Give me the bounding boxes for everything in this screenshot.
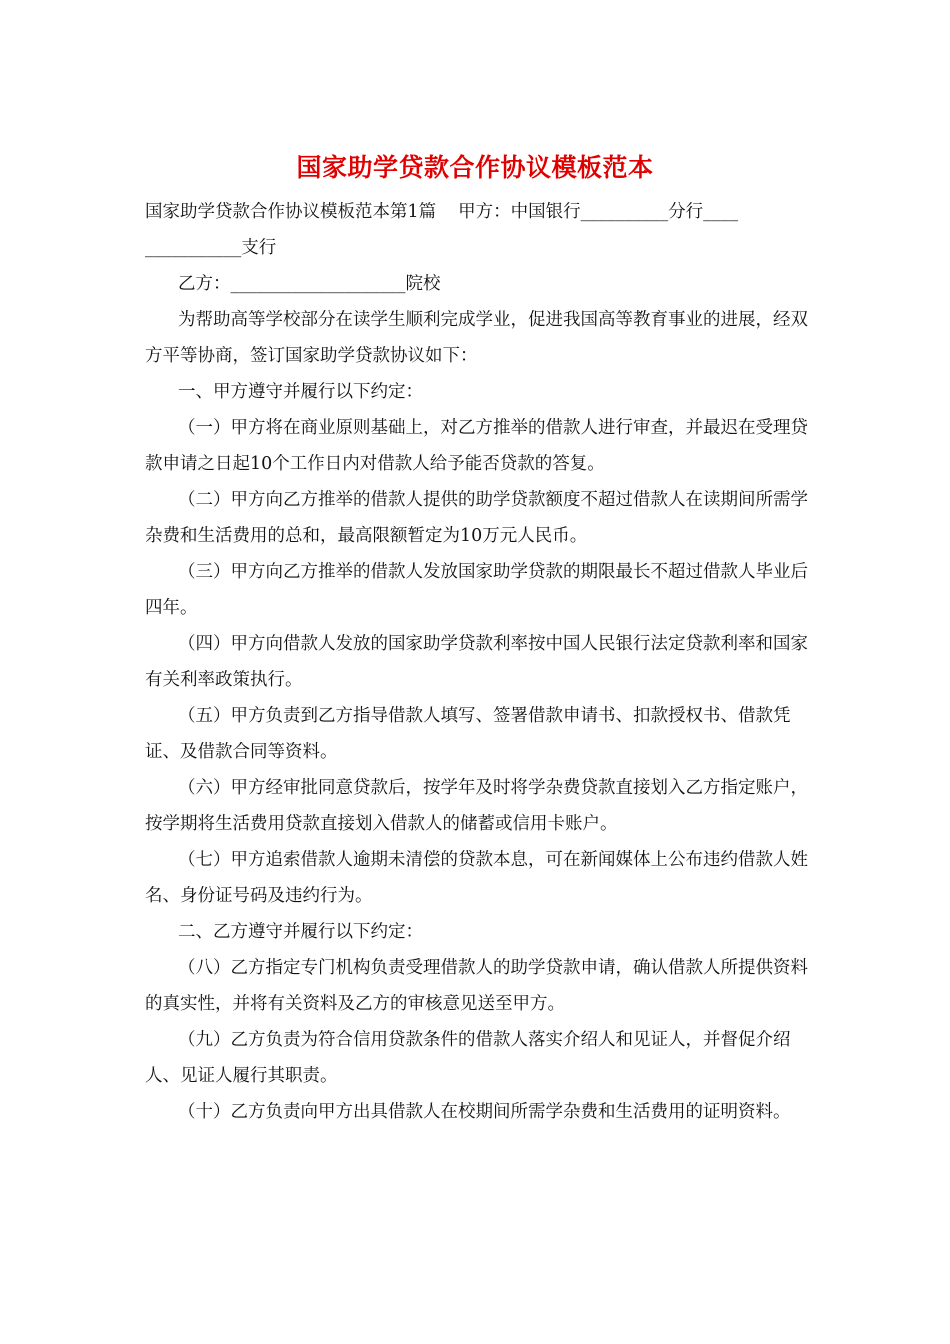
paragraph-intro-party-a: 甲方：中国银行__________分行____ ___________支行 xyxy=(145,202,739,258)
document-body xyxy=(145,194,810,1130)
clause-1: （一）甲方将在商业原则基础上，对乙方推举的借款人进行审查，并最迟在受理贷款申请之日起10个工作日内对借款人给予能否贷款的答复。 xyxy=(145,418,808,474)
clause-10: （十）乙方负责向甲方出具借款人在校期间所需学杂费和生活费用的证明资料。 xyxy=(178,1102,791,1122)
paragraph-purpose: 为帮助高等学校部分在读学生顺利完成学业，促进我国高等教育事业的进展，经双方平等协商，签订国家助学贷款协议如下： xyxy=(145,310,808,366)
clause-3: （三）甲方向乙方推举的借款人发放国家助学贷款的期限最长不超过借款人毕业后四年。 xyxy=(145,562,808,618)
paragraph-intro xyxy=(145,194,810,266)
paragraph-party-b: 乙方：____________________院校 xyxy=(178,274,441,294)
clause-4: （四）甲方向借款人发放的国家助学贷款利率按中国人民银行法定贷款利率和国家有关利率政策执行。 xyxy=(145,634,808,690)
document-title: 国家助学贷款合作协议模板范本 xyxy=(296,153,654,182)
paragraph-intro-heading: 国家助学贷款合作协议模板范本第1篇 xyxy=(145,202,437,222)
clause-7: （七）甲方追索借款人逾期未清偿的贷款本息，可在新闻媒体上公布违约借款人姓名、身份证号码及违约行为。 xyxy=(145,850,808,906)
clause-6: （六）甲方经审批同意贷款后，按学年及时将学杂费贷款直接划入乙方指定账户，按学期将生活费用贷款直接划入借款人的储蓄或信用卡账户。 xyxy=(145,778,808,834)
clause-5: （五）甲方负责到乙方指导借款人填写、签署借款申请书、扣款授权书、借款凭证、及借款合同等资料。 xyxy=(145,706,791,762)
clause-2: （二）甲方向乙方推举的借款人提供的助学贷款额度不超过借款人在读期间所需学杂费和生活费用的总和，最高限额暂定为10万元人民币。 xyxy=(145,490,808,546)
section-heading-party-b: 二、乙方遵守并履行以下约定： xyxy=(178,922,423,942)
clause-8: （八）乙方指定专门机构负责受理借款人的助学贷款申请，确认借款人所提供资料的真实性，并将有关资料及乙方的审核意见送至甲方。 xyxy=(145,958,808,1014)
section-heading-party-a: 一、甲方遵守并履行以下约定： xyxy=(178,382,423,402)
clause-9: （九）乙方负责为符合信用贷款条件的借款人落实介绍人和见证人，并督促介绍人、见证人履行其职责。 xyxy=(145,1030,791,1086)
